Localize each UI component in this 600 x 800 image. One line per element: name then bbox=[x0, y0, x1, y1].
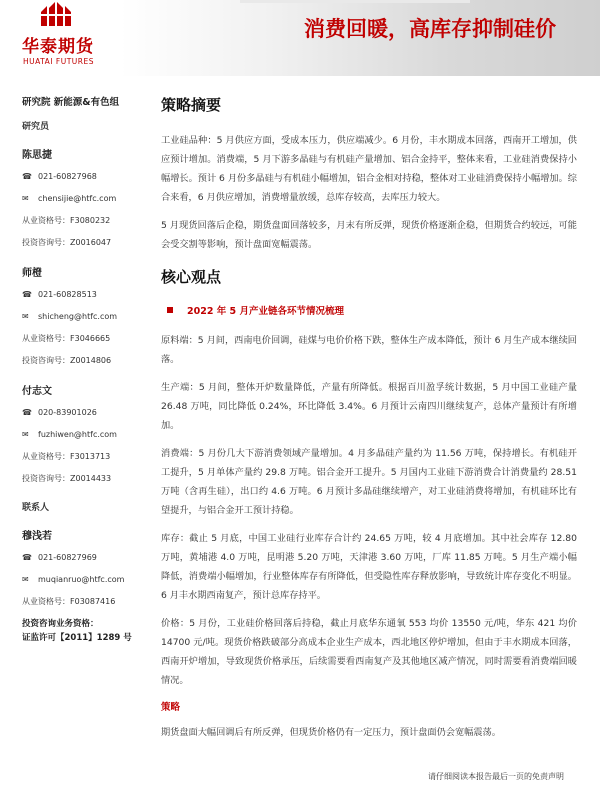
email-icon: ✉ bbox=[22, 574, 29, 584]
qualification bbox=[22, 617, 152, 645]
brand-name-en: HUATAI FUTURES bbox=[23, 57, 94, 66]
strategy-paragraph: 期货盘面大幅回调后有所反弹，但现货价格仍有一定压力，预计盘面仍会宽幅震荡。 bbox=[161, 727, 501, 738]
phone-icon: ☎ bbox=[22, 171, 32, 181]
disclaimer-footer: 请仔细阅读本报告最后一页的免责声明 bbox=[428, 772, 564, 781]
analyst-email[interactable]: shicheng@htfc.com bbox=[38, 311, 118, 321]
summary-paragraph: 5 月现货回落后企稳，期货盘面回落较多，月末有所反弹，现货价格逐渐企稳，但期货合约较远，可能会受交割等影响，预计盘面宽幅震荡。 bbox=[161, 220, 577, 250]
analyst-invest: 投资咨询号：Z0014433 bbox=[22, 473, 112, 483]
phone-icon: ☎ bbox=[22, 289, 32, 299]
analyst-card bbox=[22, 146, 152, 248]
header-topline bbox=[240, 0, 470, 3]
analyst-name: 师橙 bbox=[22, 268, 42, 279]
strategy-heading: 策略 bbox=[161, 702, 181, 713]
price-paragraph: 价格：5 月份，工业硅价格回落后持稳，截止月底华东通氧 553 均价 13550 元/吨，华东 421 均价 14700 元/吨。现货价格跌破部分高成本企业生产成本，西北地区停炉增加，但由于丰水期成本回落，西南开炉增加，导致现货价格承压，后续需要看西南复产及其他地区减产情况，同时需要看消费端回暖情况。 bbox=[161, 618, 577, 686]
analyst-cert: 从业资格号：F3046665 bbox=[22, 333, 111, 343]
analyst-cert: 从业资格号：F3013713 bbox=[22, 451, 111, 461]
analyst-phone: 021-60828513 bbox=[38, 289, 97, 299]
department: 研究院 新能源&有色组 bbox=[22, 97, 120, 108]
consumption-paragraph: 消费端：5 月份几大下游消费领域产量增加。4 月多晶硅产量约为 11.56 万吨，保持增长。有机硅开工提升，5 月单体产量约 29.8 万吨。铝合金开工提升。5 月国内工业硅下游消费合计消费量约 28.51 万吨（含再生硅），出口约 4.6 万吨。6 月预计多晶硅继续增产，对工业硅消费将增加，有机硅环比有望提升，与铝合金开工预计持稳。 bbox=[161, 448, 577, 516]
phone-icon: ☎ bbox=[22, 407, 32, 417]
analyst-sidebar bbox=[22, 94, 152, 645]
raw-material-paragraph: 原料端：5 月间，西南电价回调，硅煤与电价价格下跌，整体生产成本降低，预计 6 月生产成本继续回落。 bbox=[161, 335, 577, 365]
qualification-line1: 投资咨询业务资格： bbox=[22, 619, 99, 629]
square-bullet-icon bbox=[167, 307, 173, 313]
huatai-logo-icon bbox=[39, 2, 75, 28]
brand-name-cn: 华泰期货 bbox=[22, 37, 94, 57]
report-header bbox=[0, 0, 600, 76]
contact-card bbox=[22, 527, 152, 607]
report-title: 消费回暖，高库存抑制硅价 bbox=[304, 17, 556, 41]
summary-paragraph: 工业硅品种：5 月供应方面，受成本压力，供应端减少。6 月份，丰水期成本回落，西南开工增加，供应预计增加。消费端，5 月下游多晶硅与有机硅产量增加、铝合金持平，整体来看，工业硅消费保持小幅增长。预计 6 月份多晶硅与有机硅小幅增加，铝合金相对持稳，整体对工业硅消费保持小幅增加。综合来看，6 月供应增加，消费增量放缓，总库存较高，去库压力较大。 bbox=[161, 135, 577, 203]
production-paragraph: 生产端：5 月间，整体开炉数量降低，产量有所降低。根据百川盈孚统计数据，5 月中国工业硅产量 26.48 万吨，同比降低 0.24%，环比降低 3.4%。6 月预计云南四川继续复产，总体产量预计有所增加。 bbox=[161, 382, 577, 431]
email-icon: ✉ bbox=[22, 311, 29, 321]
core-subtitle-text: 2022 年 5 月产业链各环节情况梳理 bbox=[187, 306, 344, 317]
analyst-card bbox=[22, 382, 152, 484]
core-heading: 核心观点 bbox=[161, 268, 222, 286]
analyst-phone: 020-83901026 bbox=[38, 407, 97, 417]
contact-cert: 从业资格号：F03087416 bbox=[22, 596, 116, 606]
contact-phone: 021-60827969 bbox=[38, 552, 97, 562]
analyst-phone: 021-60827968 bbox=[38, 171, 97, 181]
brand-logo bbox=[22, 2, 102, 72]
qualification-line2: 证监许可【2011】1289 号 bbox=[22, 633, 132, 643]
analyst-card bbox=[22, 264, 152, 366]
email-icon: ✉ bbox=[22, 193, 29, 203]
analyst-name: 陈思捷 bbox=[22, 150, 52, 161]
analyst-email[interactable]: fuzhiwen@htfc.com bbox=[38, 429, 117, 439]
analyst-invest: 投资咨询号：Z0016047 bbox=[22, 237, 112, 247]
analyst-email[interactable]: chensijie@htfc.com bbox=[38, 193, 117, 203]
contact-name: 穆浅若 bbox=[22, 531, 52, 542]
inventory-paragraph: 库存：截止 5 月底，中国工业硅行业库存合计约 24.65 万吨，较 4 月底增加。其中社会库存 12.80 万吨，黄埔港 4.0 万吨，昆明港 5.20 万吨，天津港 3.60 万吨，厂库 11.85 万吨。5 月生产端小幅降低，消费端小幅增加，行业整体库存有所降低，但受隐性库存释放影响，导致统计库存变化不明显。6 月丰水期西南复产，预计总库存持平。 bbox=[161, 533, 577, 601]
report-body bbox=[161, 94, 577, 751]
analyst-invest: 投资咨询号：Z0014806 bbox=[22, 355, 112, 365]
analyst-cert: 从业资格号：F3080232 bbox=[22, 215, 111, 225]
phone-icon: ☎ bbox=[22, 552, 32, 562]
contact-email[interactable]: muqianruo@htfc.com bbox=[38, 574, 125, 584]
analyst-name: 付志文 bbox=[22, 386, 52, 397]
summary-heading: 策略摘要 bbox=[161, 96, 222, 114]
core-subtitle bbox=[167, 303, 577, 317]
email-icon: ✉ bbox=[22, 429, 29, 439]
contact-label: 联系人 bbox=[22, 503, 50, 513]
researchers-label: 研究员 bbox=[22, 122, 50, 132]
